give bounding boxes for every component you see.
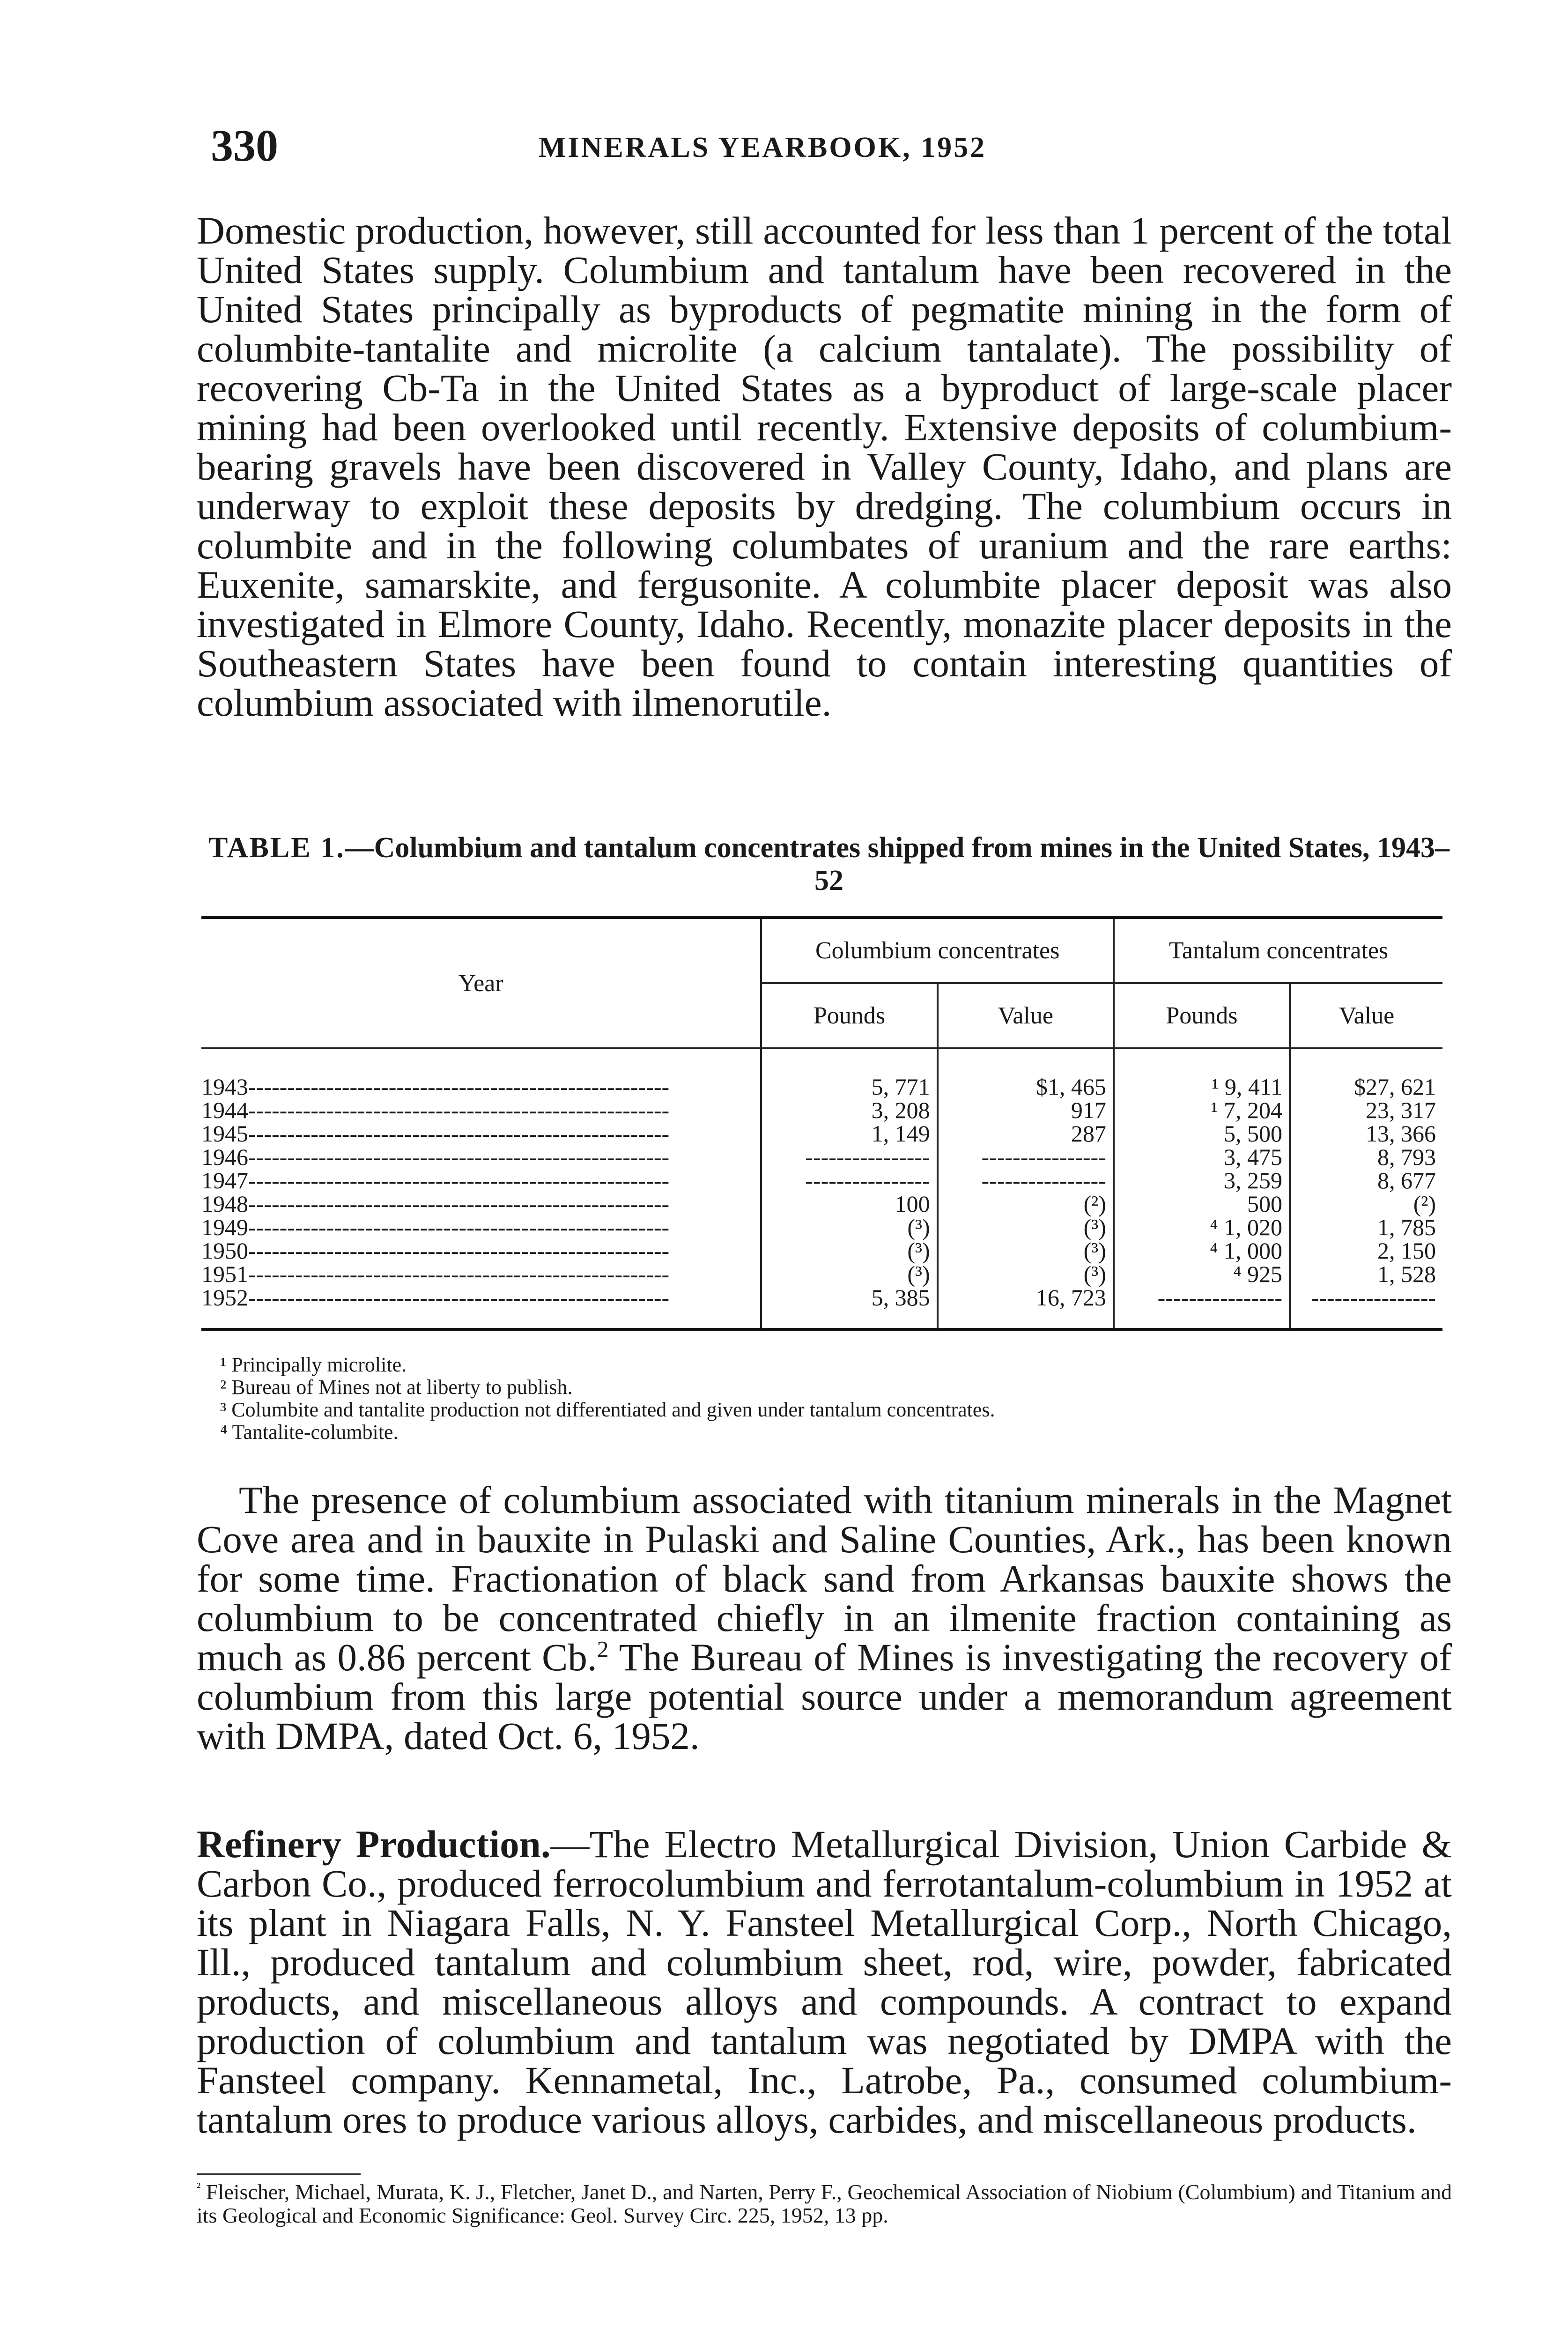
cb-pounds-cell: ----------------	[761, 1145, 937, 1169]
header-ta-pounds: Pounds	[1114, 983, 1290, 1048]
header-ta-value: Value	[1290, 983, 1442, 1048]
year-cell: 1945------------------------------------------------------	[201, 1122, 670, 1145]
year-cell: 1951------------------------------------------------------	[201, 1262, 670, 1286]
table-row	[201, 1169, 1442, 1192]
header-cb-value: Value	[938, 983, 1114, 1048]
ta-value-cell: 8, 793	[1290, 1145, 1442, 1169]
ta-pounds-cell: 3, 475	[1114, 1145, 1290, 1169]
table-row	[201, 1192, 1442, 1215]
table-title: —Columbium and tantalum concentrates shipped from mines in the United States, 1943–52	[345, 832, 1450, 897]
year-cell: 1952------------------------------------------------------	[201, 1286, 670, 1311]
cb-value-cell: 287	[938, 1122, 1114, 1145]
ta-pounds-cell: 500	[1114, 1192, 1290, 1215]
footnote	[197, 2180, 1452, 2227]
refinery-paragraph	[197, 1824, 1452, 2139]
table-row	[201, 1239, 1442, 1262]
ta-pounds-cell: 5, 500	[1114, 1122, 1290, 1145]
cb-pounds-cell: (³)	[761, 1215, 937, 1239]
header-columbium: Columbium concentrates	[761, 918, 1113, 984]
ta-value-cell: $27, 621	[1290, 1048, 1442, 1098]
magnet-cove-paragraph	[197, 1480, 1452, 1756]
year-cell: 1949------------------------------------------------------	[201, 1215, 670, 1239]
ta-pounds-cell: ⁴ 1, 020	[1114, 1215, 1290, 1239]
table-row	[201, 1048, 1442, 1098]
table-label: TABLE 1.	[208, 832, 345, 864]
table-caption	[201, 831, 1457, 897]
ta-value-cell: 13, 366	[1290, 1122, 1442, 1145]
cb-value-cell: 16, 723	[938, 1286, 1114, 1330]
table-note: ² Bureau of Mines not at liberty to publish.	[220, 1376, 573, 1399]
cb-pounds-cell: 3, 208	[761, 1098, 937, 1122]
cb-value-cell: ----------------	[938, 1169, 1114, 1192]
cb-value-cell: (³)	[938, 1239, 1114, 1262]
year-cell: 1947------------------------------------------------------	[201, 1169, 670, 1192]
table-row	[201, 1145, 1442, 1169]
ta-value-cell: 23, 317	[1290, 1098, 1442, 1122]
year-cell: 1950------------------------------------------------------	[201, 1239, 670, 1262]
cb-pounds-cell: (³)	[761, 1262, 937, 1286]
ta-value-cell: 1, 528	[1290, 1262, 1442, 1286]
ta-pounds-cell: 3, 259	[1114, 1169, 1290, 1192]
cb-pounds-cell: 100	[761, 1192, 937, 1215]
page-number: 330	[211, 120, 278, 170]
table-row	[201, 1262, 1442, 1286]
ta-pounds-cell: ¹ 9, 411	[1114, 1048, 1290, 1098]
table-row	[201, 1098, 1442, 1122]
footnote-ref: 2	[597, 1636, 609, 1662]
section-lead: Refinery Production.	[197, 1823, 551, 1866]
cb-pounds-cell: 5, 385	[761, 1286, 937, 1330]
ta-value-cell: 2, 150	[1290, 1239, 1442, 1262]
ta-pounds-cell: ⁴ 1, 000	[1114, 1239, 1290, 1262]
cb-pounds-cell: (³)	[761, 1239, 937, 1262]
footnote-marker: ²	[197, 2179, 201, 2194]
paragraph-text: The presence of columbium associated with titanium minerals in the Magnet Cove area and in bauxite in Pulaski and Saline Counties, Ark., has been known for some time. Fractionation of black sand from Arkansas bauxite shows the columbium to be concentrated chiefly in an ilmenite fraction containing as much as 0.86 percent Cb.	[197, 1478, 1452, 1679]
cb-value-cell: (³)	[938, 1262, 1114, 1286]
header-cb-pounds: Pounds	[761, 983, 937, 1048]
year-cell: 1944------------------------------------------------------	[201, 1098, 670, 1122]
year-cell: 1948------------------------------------------------------	[201, 1192, 670, 1215]
ta-pounds-cell: ⁴ 925	[1114, 1262, 1290, 1286]
cb-pounds-cell: ----------------	[761, 1169, 937, 1192]
ta-value-cell: (²)	[1290, 1192, 1442, 1215]
intro-paragraph: Domestic production, however, still accounted for less than 1 percent of the total United States supply. Columbium and tantalum have been recovered in the United States principally as byproducts of pegmatite mining in the form of columbite-tantalite and microlite (a calcium tantalate). The possibility of recovering Cb-Ta in the United States as a byproduct of large-scale placer mining had been overlooked until recently. Extensive deposits of columbium-bearing gravels have been discovered in Valley County, Idaho, and plans are underway to exploit these deposits by dredging. The columbium occurs in columbite and in the following columbates of uranium and the rare earths: Euxenite, samarskite, and fergusonite. A columbite placer deposit was also investigated in Elmore County, Idaho. Recently, monazite placer deposits in the Southeastern States have been found to contain interesting quantities of columbium associated with ilmenorutile.	[197, 209, 1452, 724]
ta-value-cell: ----------------	[1290, 1286, 1442, 1330]
table-row	[201, 1286, 1442, 1330]
cb-value-cell: (²)	[938, 1192, 1114, 1215]
table-note: ¹ Principally microlite.	[220, 1353, 407, 1376]
year-cell: 1946------------------------------------------------------	[201, 1145, 670, 1169]
cb-value-cell: (³)	[938, 1215, 1114, 1239]
table-note: ⁴ Tantalite-columbite.	[220, 1421, 399, 1444]
ta-pounds-cell: ¹ 7, 204	[1114, 1098, 1290, 1122]
cb-value-cell: ----------------	[938, 1145, 1114, 1169]
table-row	[201, 1122, 1442, 1145]
header-year: Year	[201, 918, 761, 1049]
paragraph-text: The Bureau of Mines is investigating the recovery of columbium from this large potential source under a memorandum agreement with DMPA, dated Oct. 6, 1952.	[197, 1636, 1452, 1757]
ta-value-cell: 1, 785	[1290, 1215, 1442, 1239]
running-title: MINERALS YEARBOOK, 1952	[539, 132, 987, 163]
ta-value-cell: 8, 677	[1290, 1169, 1442, 1192]
table-row	[201, 1215, 1442, 1239]
footnote-divider	[197, 2173, 361, 2175]
header-tantalum: Tantalum concentrates	[1114, 918, 1442, 984]
cb-pounds-cell: 1, 149	[761, 1122, 937, 1145]
ta-pounds-cell: ----------------	[1114, 1286, 1290, 1330]
year-cell: 1943------------------------------------------------------	[201, 1074, 670, 1098]
cb-value-cell: $1, 465	[938, 1048, 1114, 1098]
cb-value-cell: 917	[938, 1098, 1114, 1122]
footnote-text: Fleischer, Michael, Murata, K. J., Fletcher, Janet D., and Narten, Perry F., Geochemical Association of Niobium (Columbium) and Titanium and its Geological and Economic Significance: Geol. Survey Circ. 225, 1952, 13 pp.	[197, 2180, 1452, 2227]
table-note: ³ Columbite and tantalite production not differentiated and given under tantalum concentrates.	[220, 1398, 995, 1421]
paragraph-text: —The Electro Metallurgical Division, Union Carbide & Carbon Co., produced ferrocolumbium and ferrotantalum-columbium in 1952 at its plant in Niagara Falls, N. Y. Fansteel Metallurgical Corp., North Chicago, Ill., produced tantalum and columbium sheet, rod, wire, powder, fabricated products, and miscellaneous alloys and compounds. A contract to expand production of columbium and tantalum was negotiated by DMPA with the Fansteel company. Kennametal, Inc., Latrobe, Pa., consumed columbium-tantalum ores to produce various alloys, carbides, and miscellaneous products.	[197, 1823, 1452, 2141]
cb-pounds-cell: 5, 771	[761, 1048, 937, 1098]
table-notes	[220, 1354, 1438, 1444]
production-table	[201, 916, 1442, 1331]
